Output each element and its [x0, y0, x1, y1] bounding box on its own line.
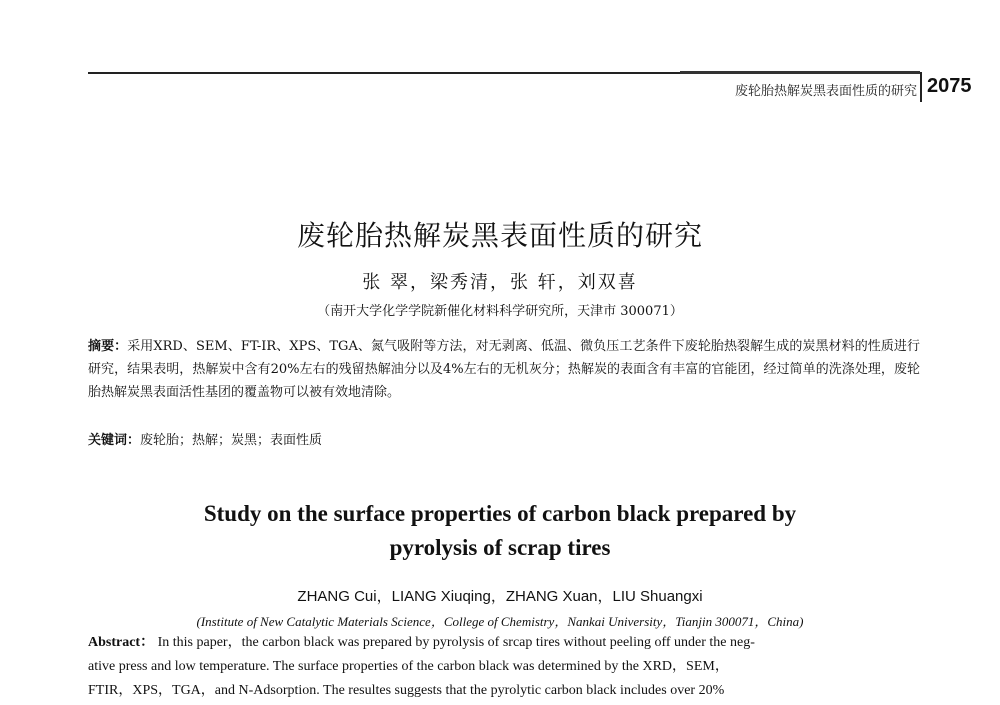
abstract-en-line1: Abstract： In this paper，the carbon black was prepared by pyrolysis of srcap tires without peeling off under the neg- [88, 635, 755, 650]
paper-title-en-line2: pyrolysis of scrap tires [389, 535, 611, 560]
authors-cn: 张 翠，梁秀清，张 轩，刘双喜 [362, 272, 638, 293]
authors-en: ZHANG Cui，LIANG Xiuqing，ZHANG Xuan，LIU Shuangxi [297, 588, 703, 605]
affiliation-cn: （南开大学化学学院新催化材料科学研究所，天津市 300071） [317, 304, 683, 319]
keywords-cn-label: 关键词： [88, 433, 141, 448]
paper-title-cn: 废轮胎热解炭黑表面性质的研究 [296, 219, 703, 252]
abstract-cn-label: 摘要： [88, 339, 128, 354]
abstract-en-line2: ative press and low temperature. The surface properties of the carbon black was determined by the XRD，SEM， [88, 659, 729, 674]
keywords-cn [88, 429, 920, 452]
keywords-cn-text: 废轮胎；热解；炭黑；表面性质 [140, 433, 323, 448]
abstract-en [88, 631, 920, 703]
header-divider [920, 72, 922, 102]
abstract-cn [88, 335, 920, 404]
header-rule-thick [680, 71, 920, 74]
running-title: 废轮胎热解炭黑表面性质的研究 [734, 84, 917, 99]
abstract-en-label: Abstract： [88, 635, 155, 650]
abstract-cn-text: 采用XRD、SEM、FT-IR、XPS、TGA、氮气吸附等方法，对无剥离、低温、微负压工艺条件下废轮胎热裂解生成的炭黑材料的性质进行研究，结果表明，热解炭中含有20%左右的残留热解油分以及4%左右的无机灰分；热解炭的表面含有丰富的官能团，经过简单的洗涤处理，废轮胎热解炭黑表面活性基团的覆盖物可以被有效地清除。 [88, 339, 920, 400]
paper-title-en [0, 497, 1000, 565]
paper-title-en-line1: Study on the surface properties of carbon black prepared by [203, 501, 797, 526]
affiliation-en: (Institute of New Catalytic Materials Science，College of Chemistry，Nankai University，Tianjin 300071，China) [196, 614, 804, 629]
page-number: 2075 [927, 75, 972, 97]
abstract-en-line3: FTIR，XPS，TGA，and N-Adsorption. The resultes suggests that the pyrolytic carbon black includes over 20% [88, 683, 725, 698]
